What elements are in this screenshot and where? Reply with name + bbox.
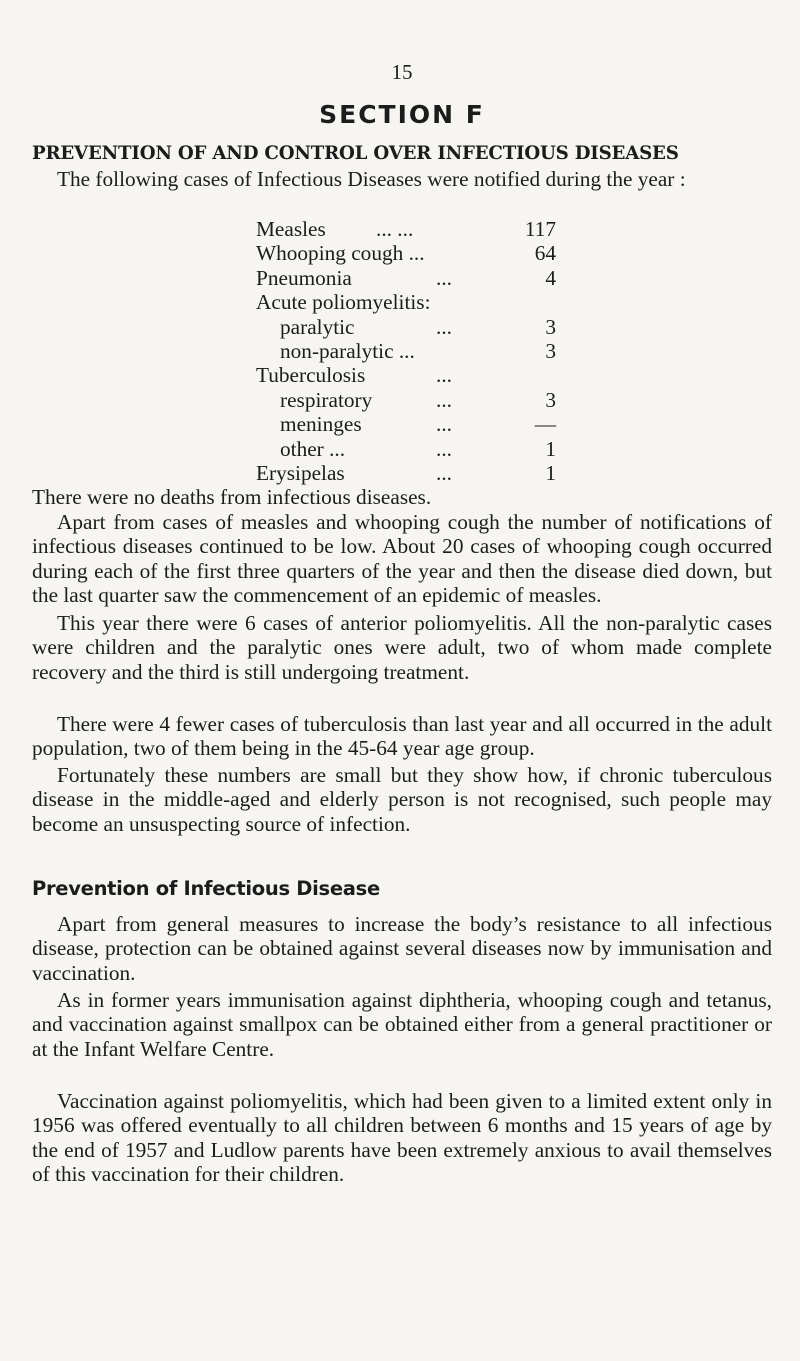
page-number: 15 — [391, 60, 413, 84]
disease-row — [256, 412, 556, 436]
disease-count: 1 — [545, 460, 556, 485]
disease-row — [256, 339, 556, 363]
leader-dots: ... — [436, 265, 452, 290]
disease-row — [256, 461, 556, 485]
leader-dots: ... — [436, 387, 452, 412]
tuberculosis-paragraph: There were 4 fewer cases of tuberculosis than last year and all occurred in the adult population, two of them being in the 45-64 year age group. — [32, 712, 772, 761]
disease-count: 1 — [545, 436, 556, 461]
disease-name: paralytic — [280, 314, 355, 339]
disease-count: — — [534, 412, 556, 437]
disease-name: Measles — [256, 217, 326, 241]
poliomyelitis-paragraph: This year there were 6 cases of anterior poliomyelitis. All the non-paralytic cases were children and the paralytic ones were adult, two of whom made complete recovery and the third is still undergoing treatment. — [32, 611, 772, 684]
disease-row — [256, 241, 556, 265]
notifications-paragraph: Apart from cases of measles and whooping cough the number of notifications of infectious diseases continued to be low. About 20 cases of whooping cough occurred during each of the first three quarters of the year and then the disease died down, but the last quarter saw the commencement of an epidemic of measles. — [32, 510, 772, 608]
main-heading: PREVENTION OF AND CONTROL OVER INFECTIOUS DISEASES — [32, 143, 679, 164]
disease-name: non-paralytic ... — [280, 338, 415, 363]
disease-count: 3 — [545, 314, 556, 339]
leader-dots: ... — [436, 363, 452, 388]
disease-row — [256, 290, 556, 314]
leader-dots: ... ... — [376, 217, 414, 241]
disease-name: meninges — [280, 412, 362, 437]
disease-name: Pneumonia — [256, 265, 352, 290]
disease-count: 4 — [545, 265, 556, 290]
prevention-subheading: Prevention of Infectious Disease — [32, 877, 380, 900]
disease-count: 3 — [545, 387, 556, 412]
leader-dots: ... — [436, 460, 452, 485]
section-title: SECTION F — [319, 100, 485, 129]
general-measures-paragraph: Apart from general measures to increase the body’s resistance to all infectious disease, protection can be obtained against several diseases now by immunisation and vaccination. — [32, 912, 772, 985]
disease-name: Whooping cough ... — [256, 241, 425, 266]
disease-row — [256, 217, 556, 241]
disease-count: 3 — [545, 338, 556, 363]
immunisation-paragraph: As in former years immunisation against diphtheria, whooping cough and tetanus, and vaccination against smallpox can be obtained either from a general practitioner or at the Infant Welfare Centre. — [32, 988, 772, 1061]
leader-dots: ... — [436, 314, 452, 339]
no-deaths-paragraph: There were no deaths from infectious diseases. — [32, 485, 432, 509]
disease-row — [256, 266, 556, 290]
disease-name: Tuberculosis — [256, 363, 366, 388]
disease-row — [256, 388, 556, 412]
chronic-tuberculosis-paragraph: Fortunately these numbers are small but they show how, if chronic tuberculous disease in the middle-aged and elderly person is not recognised, such people may become an unsuspecting source of infection. — [32, 763, 772, 836]
polio-vaccination-paragraph: Vaccination against poliomyelitis, which had been given to a limited extent only in 1956 was offered eventually to all children between 6 months and 15 years of age by the end of 1957 and Ludlow parents have been extremely anxious to avail themselves of this vaccination for their children. — [32, 1089, 772, 1187]
disease-name: respiratory — [280, 387, 373, 412]
disease-count: 64 — [534, 241, 556, 266]
disease-row — [256, 315, 556, 339]
disease-row — [256, 437, 556, 461]
disease-table — [256, 217, 556, 485]
disease-name: other ... — [280, 436, 346, 461]
disease-name: Acute poliomyelitis: — [256, 290, 431, 315]
disease-count: 117 — [524, 217, 556, 241]
leader-dots: ... — [436, 412, 452, 437]
disease-name: Erysipelas — [256, 460, 345, 485]
leader-dots: ... — [436, 436, 452, 461]
disease-row — [256, 363, 556, 387]
intro-paragraph: The following cases of Infectious Diseases were notified during the year : — [57, 167, 686, 191]
